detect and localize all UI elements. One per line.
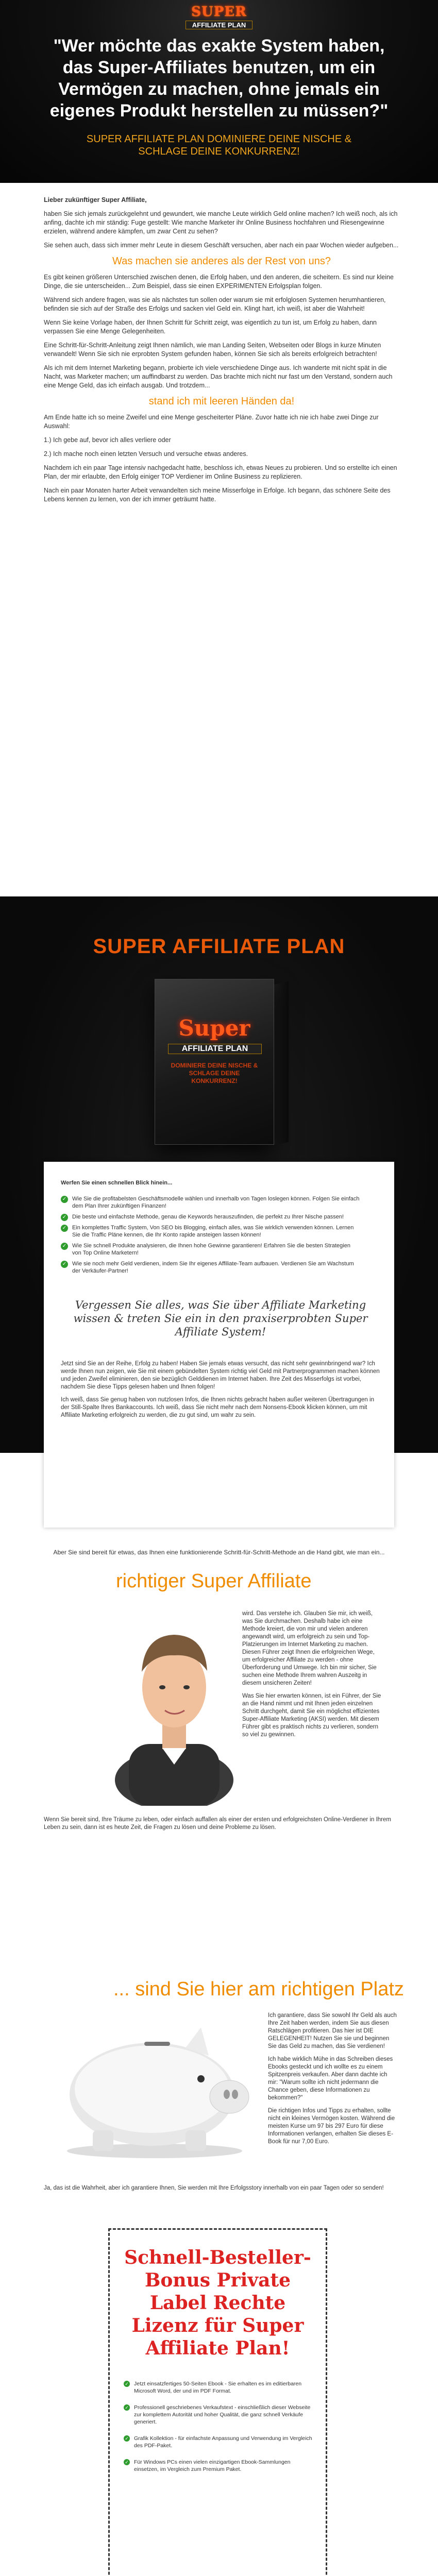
list-item: ✓ Ein komplettes Traffic System, Von SEO bis Blogging, einfach alles, was Sie wirklich verwenden können. Lernen Sie die Traffic Pläne kennen, die Ihr Konto rapide ansteigen lassen können! — [61, 1224, 360, 1239]
box-spine — [273, 981, 289, 1145]
product-title: SUPER AFFILIATE PLAN — [93, 935, 345, 958]
paragraph: Es gibt keinen größeren Unterschied zwischen denen, die Erfolg haben, und den anderen, die scheitern. Es sind nur kleine Dinge, die sie unterscheiden... Zum Beispiel, dass sie einen EXPERIMENTEN Erfolgsplan folgen. — [44, 274, 394, 290]
list-item: ✓ Die beste und einfachste Methode, genau die Keywords herauszufinden, die perfekt zu Ihrer Nische passen! — [61, 1213, 360, 1221]
section-title: richtiger Super Affiliate — [116, 1570, 312, 1592]
benefits-list — [61, 1195, 360, 1278]
list-item: ✓ Wie Sie schnell Produkte analysieren, die Ihnen hohe Gewinne garantieren! Erfahren Sie die besten Strategien von Top Online Marketern! — [61, 1242, 360, 1257]
section-heading: stand ich mit leeren Händen da! — [148, 396, 295, 407]
paragraph: Nach ein paar Monaten harter Arbeit verwandelten sich meine Misserfolge in Erfolge. Ich begann, das schönere Seite des Lebens kennen zu lernen, von der ich immer geträumt hatte. — [44, 487, 391, 503]
hero-subline: SUPER AFFILIATE PLAN DOMINIERE DEINE NISCHE & SCHLAGE DEINE KONKURRENZ! — [86, 133, 352, 157]
check-icon: ✓ — [124, 2435, 130, 2442]
list-item: ✓ Jetzt einsatzfertiges 50-Seiten Ebook - Sie erhalten es im editierbaren Microsoft Word, der und im PDF Format. — [124, 2380, 314, 2395]
benefits-heading: Werfen Sie einen schnellen Blick hinein... — [61, 1180, 173, 1186]
paragraph: Jetzt sind Sie an der Reihe, Erfolg zu haben! Haben Sie jemals etwas versucht, das nicht sehr gewinnbringend war? Ich werde Ihnen nun zeigen, wie Sie mit einem gebündelten System richtig viel Geld mit Partnerprogrammen machen können und jeden Zweifel eliminieren, den sie bezüglich Gelddienen im Internet haben. Ihre Zeit des Misserfolgs ist vorbei, nachdem Sie diese Tipps gelesen haben und Ihnen folgen! — [61, 1361, 380, 1390]
list-item: ✓ Wie Sie die profitabelsten Geschäftsmodelle wählen und innerhalb von Tagen loslegen können. Folgen Sie einfach dem Plan Ihrer zukünftigen Finanzen! — [61, 1195, 360, 1210]
person-text-2 — [44, 1816, 394, 1837]
paragraph: Während sich andere fragen, was sie als nächstes tun sollen oder warum sie mit erfolglosen Systemen herumhantieren, befinden sie sich auf der Straße des Erfolgs und sacken viel Geld ein. Klingt hart, ich weiß, ist aber die Wahrheit! — [44, 296, 386, 312]
paragraph: 2.) Ich mache noch einen letzten Versuch und versuche etwas anderes. — [44, 450, 248, 457]
paragraph: Ja, das ist die Wahrheit, aber ich garantiere Ihnen, Sie werden mit Ihre Erfolgsstory innerhalb von ein paar Tagen oder so senden! — [44, 2185, 384, 2191]
paragraph: Nachdem ich ein paar Tage intensiv nachgedacht hatte, beschloss ich, etwas Neues zu probieren. Und so erstellte ich einen Plan, der mir erlaubte, den Erfolg einiger TOP Verdiener im Online Business zu replizieren. — [44, 464, 397, 480]
check-icon: ✓ — [61, 1196, 68, 1203]
check-icon: ✓ — [61, 1243, 68, 1250]
paragraph: Ich habe wirklich Mühe in das Schreiben dieses Ebooks gesteckt und ich wollte es zu einem Spitzenpreis verkaufen. Aber dann dachte ich mir: "Warum sollte ich nicht jedermann die Chance geben, diese Informationen zu bekommen?" — [268, 2056, 393, 2101]
card-body — [61, 1360, 380, 1425]
salutation: Lieber zukünftiger Super Affiliate, — [44, 196, 147, 204]
bonus-title: Schnell-Besteller-Bonus Private Label Rechte Lizenz für Super Affiliate Plan! — [124, 2247, 311, 2359]
check-icon: ✓ — [61, 1214, 68, 1221]
paragraph: Die richtigen Infos und Tipps zu erhalten, sollte nicht ein kleines Vermögen kosten. Während die meisten Kurse um 97 bis 297 Euro für diese Informationen verlangen, erhalten Sie dieses E-Book für nur 7,00 Euro. — [268, 2108, 395, 2145]
box-tagline: DOMINIERE DEINE NISCHE & SCHLAGE DEINE KONKURRENZ! — [171, 1062, 258, 1084]
paragraph: Ich weiß, dass Sie genug haben von nutzlosen Infos, die Ihnen nichts gebracht haben außer weiteren Übertragungen in der Still-Spalte Ihres Bankaccounts. Ich weiß, dass Sie nicht mehr nach dem Nonsens-Ebook klicken können, um mit Affiliate Marketing erfolgreich zu werden, die zu gut sind, um wahr zu sein. — [61, 1397, 374, 1418]
site-logo — [175, 4, 263, 33]
person-photo — [113, 1610, 234, 1806]
place-text — [268, 2012, 397, 2151]
paragraph: Ich garantiere, dass Sie sowohl Ihr Geld als auch Ihre Zeit haben werden, indem Sie aus diesen Ratschlägen profitieren. Das hier ist DIE GELEGENHEIT! Nutzen Sie sie und beginnen Sie das Geld zu machen, das Sie verdienen! — [268, 2012, 397, 2049]
list-item: ✓ Wie sie noch mehr Geld verdienen, indem Sie Ihr eigenes Affiliate-Team aufbauen. Verdienen Sie am Wachstum der Verkäufer-Partner! — [61, 1260, 360, 1275]
person-text — [242, 1610, 381, 1744]
hero-headline: "Wer möchte das exakte System haben, das Super-Affiliates benutzen, um ein Vermögen zu machen, ohne jemals ein eigenes Produkt herstellen zu müssen?" — [49, 36, 389, 121]
bonus-list — [124, 2380, 314, 2482]
check-icon: ✓ — [124, 2459, 130, 2465]
paragraph: Als ich mit dem Internet Marketing begann, probierte ich viele verschiedene Dinge aus. Ich wanderte mit nicht spät in die Nacht, was Marketer machen; um auffindbarst zu werden. Das brachte mich nicht nur fast um den Verstand, sondern auch eine Menge Geld, das ich einfach ausgab. Und trotzdem... — [44, 364, 393, 389]
list-item: ✓ Professionell geschriebenes Verkaufstext - einschließlich dieser Webseite zur komplettem Autorität und hoher Qualität, die ganz schnell Verkäufe generiert. — [124, 2404, 314, 2426]
paragraph: haben Sie sich jemals zurückgelehnt und gewundert, wie manche Leute wirklich Geld online machen? Ich weiß noch, als ich anfing, dachte ich mir ständig: Fuge gestellt: Wie manche Marketer ihr Online Business hochfahren und Riesengewinne erzielen, während andere kämpfen, um zwar Cent zu sehen? — [44, 210, 398, 235]
product-box-image — [155, 979, 294, 1154]
intro-line: Aber Sie sind bereit für etwas, das Ihnen eine funktionierende Schritt-für-Schritt-Methode an die Hand gibt, wie man ein... — [53, 1549, 385, 1556]
paragraph: Sie sehen auch, dass sich immer mehr Leute in diesem Geschäft versuchen, aber nach ein paar Wochen wieder aufgeben... — [44, 242, 399, 249]
check-icon: ✓ — [124, 2381, 130, 2387]
paragraph: Wenn Sie keine Vorlage haben, der Ihnen Schritt für Schritt zeigt, was eigentlich zu tun ist, um Erfolg zu haben, dann verpassen Sie eine Menge Gelegenheiten. — [44, 319, 377, 335]
paragraph: Eine Schritt-für-Schritt-Anleitung zeigt Ihnen nämlich, wie man Landing Seiten, Webseiten oder Blogs in kurze Minuten verwandelt! Wenn Sie sich nie erprobten System gefunden haben, können Sie sich als bereits erfolgreich betrachten! — [44, 342, 381, 358]
logo-bottom: AFFILIATE PLAN — [186, 21, 252, 29]
box-cover — [155, 979, 274, 1145]
list-item: ✓ Für Windows PCs einen vielen einzigartigen Ebook-Sammlungen einsetzen, im Vergleich zum Premium Paket. — [124, 2459, 314, 2473]
section-title: ... sind Sie hier am richtigen Platz — [113, 1978, 404, 2000]
check-icon: ✓ — [61, 1261, 68, 1268]
paragraph: 1.) Ich gebe auf, bevor ich alles verliere oder — [44, 436, 171, 444]
sales-letter — [44, 196, 399, 509]
paragraph: Wenn Sie bereit sind, Ihre Träume zu leben, oder einfach auffallen als einer der ersten und erfolgreichsten Online-Verdiener in Ihrem Leben zu sein, dann ist es heute Zeit, die Fragen zu lösen und deine Probleme zu lösen. — [44, 1817, 391, 1831]
check-icon: ✓ — [124, 2404, 130, 2411]
list-item: ✓ Grafik Kollektion - für einfachste Anpassung und Verwendung im Vergleich des PDF-Paket. — [124, 2435, 314, 2449]
paragraph: Am Ende hatte ich so meine Zweifel und eine Menge gescheiterter Pläne. Zuvor hatte ich nie ich habe zwei Dinge zur Auswahl: — [44, 414, 379, 430]
box-title: Super — [178, 1015, 250, 1041]
section-heading: Was machen sie anderes als der Rest von uns? — [112, 256, 331, 267]
check-icon: ✓ — [61, 1225, 68, 1232]
box-subtitle: AFFILIATE PLAN — [168, 1044, 262, 1054]
paragraph: wird. Das verstehe ich. Glauben Sie mir, ich weiß, was Sie durchmachen. Deshalb habe ich eine Methode kreiert, die von mir und vielen anderen angewandt wird, um erfolgreich zu sein und Top-Platzierungen im Internet Marketing zu machen. Diesen Führer zeigt Ihnen die erfolgreichen Wege, um erfolgreicher Affiliate zu werden - ohne Überforderung und Umwege. Ich bin mir sicher, Sie suchen eine Methode Ihrem wahren Auszeitg in diesem unsicheren Zeiten! — [242, 1611, 377, 1686]
script-quote: Vergessen Sie alles, was Sie über Affiliate Marketing wissen & treten Sie ein in den praxiserprobten Super Affiliate System! — [73, 1299, 368, 1338]
place-text-2 — [44, 2184, 394, 2197]
paragraph: Was Sie hier erwarten können, ist ein Führer, der Sie an die Hand nimmt und mit Ihnen jeden einzelnen Schritt durchgeht, damit Sie ein möglichst effizientes Super-Affiliate Marketing (AKSI) werden. Mit diesem Führer gibt es praktisch nichts zu verlieren, sondern so viel zu gewinnen. — [242, 1693, 381, 1738]
logo-top: SUPER — [191, 4, 247, 20]
piggy-bank-image — [46, 2012, 263, 2161]
